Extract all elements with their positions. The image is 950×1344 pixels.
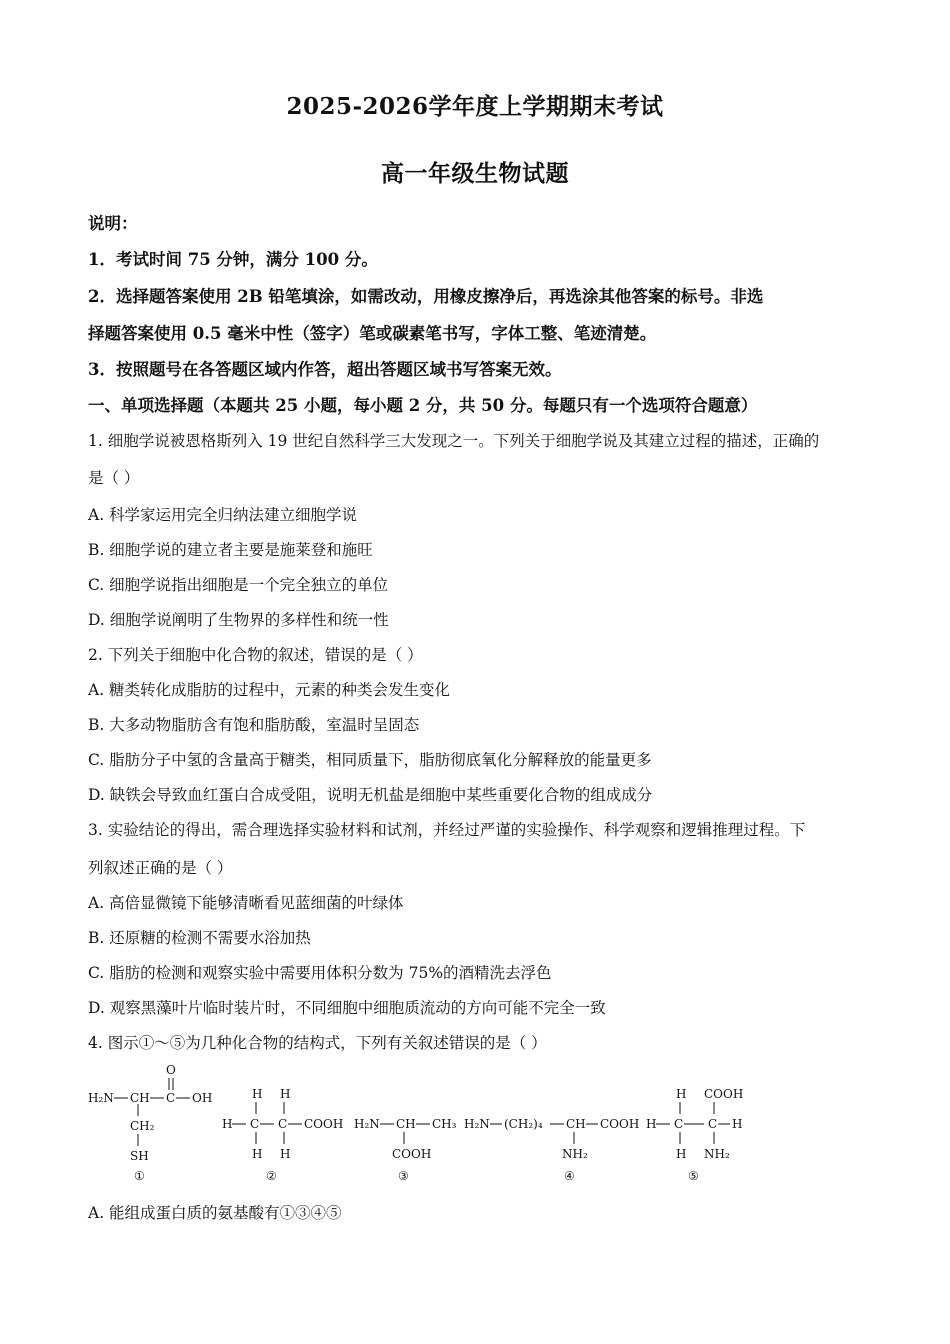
q3-option-c: C. 脂肪的检测和观察实验中需要用体积分数为 75%的酒精洗去浮色	[88, 964, 552, 982]
q1-stem-line-1: 1. 细胞学说被恩格斯列入 19 世纪自然科学三大发现之一。下列关于细胞学说及其建立过程的描述，正确的	[88, 432, 820, 450]
instruction-item-2-line-2: 择题答案使用 0.5 毫米中性（签字）笔或碳素笔书写，字体工整、笔迹清楚。	[88, 324, 657, 343]
q2-option-a: A. 糖类转化成脂肪的过程中，元素的种类会发生变化	[88, 681, 451, 699]
q2-option-b: B. 大多动物脂肪含有饱和脂肪酸，室温时呈固态	[88, 716, 420, 734]
exam-subtitle: 高一年级生物试题	[381, 160, 569, 187]
f3-label: ③	[398, 1169, 409, 1183]
f4-ch2n: (CH₂)₄	[504, 1117, 543, 1131]
f3-ch: CH	[396, 1117, 416, 1131]
f5-c-2: C	[708, 1117, 718, 1131]
structural-formulas-figure	[84, 1062, 764, 1192]
f5-nh2: NH₂	[704, 1147, 730, 1161]
f1-sh: SH	[130, 1149, 149, 1163]
f5-top-h: H	[676, 1087, 687, 1101]
f2-top-h-2: H	[280, 1087, 291, 1101]
f1-o: O	[166, 1063, 176, 1077]
f2-label: ②	[266, 1169, 277, 1183]
formula-2	[222, 1087, 343, 1183]
instructions-heading: 说明：	[88, 214, 138, 233]
f2-bottom-h-1: H	[252, 1147, 263, 1161]
f1-ch: CH	[130, 1091, 150, 1105]
f3-h2n: H₂N	[354, 1117, 380, 1131]
f5-top-cooh: COOH	[704, 1087, 744, 1101]
f2-top-h-1: H	[252, 1087, 263, 1101]
f2-c-1: C	[250, 1117, 260, 1131]
q2-option-c: C. 脂肪分子中氢的含量高于糖类，相同质量下，脂肪彻底氧化分解释放的能量更多	[88, 751, 652, 769]
f5-c-1: C	[674, 1117, 684, 1131]
instruction-item-1: 1．考试时间 75 分钟，满分 100 分。	[88, 250, 378, 269]
q3-option-b: B. 还原糖的检测不需要水浴加热	[88, 929, 311, 947]
f1-h2n: H₂N	[88, 1091, 114, 1105]
f1-c: C	[166, 1091, 176, 1105]
q3-stem-line-2: 列叙述正确的是（ ）	[88, 859, 233, 877]
f4-cooh: COOH	[600, 1117, 640, 1131]
f5-label: ⑤	[688, 1169, 699, 1183]
q3-option-a: A. 高倍显微镜下能够清晰看见蓝细菌的叶绿体	[88, 894, 404, 912]
q4-option-a: A. 能组成蛋白质的氨基酸有①③④⑤	[88, 1204, 342, 1222]
q1-option-c: C. 细胞学说指出细胞是一个完全独立的单位	[88, 576, 389, 594]
f3-ch3: CH₃	[432, 1117, 457, 1131]
exam-title: 2025-2026学年度上学期期末考试	[286, 93, 664, 120]
f4-ch: CH	[566, 1117, 586, 1131]
f2-cooh: COOH	[304, 1117, 344, 1131]
q1-option-a: A. 科学家运用完全归纳法建立细胞学说	[88, 506, 358, 524]
formula-1	[88, 1063, 212, 1183]
q1-option-d: D. 细胞学说阐明了生物界的多样性和统一性	[88, 611, 389, 629]
q1-option-b: B. 细胞学说的建立者主要是施莱登和施旺	[88, 541, 373, 559]
f1-label: ①	[134, 1169, 145, 1183]
f2-bottom-h-2: H	[280, 1147, 291, 1161]
f3-cooh: COOH	[392, 1147, 432, 1161]
q4-stem: 4. 图示①～⑤为几种化合物的结构式，下列有关叙述错误的是（ ）	[88, 1034, 547, 1052]
f4-label: ④	[564, 1169, 575, 1183]
f5-left-h: H	[646, 1117, 657, 1131]
f2-c-2: C	[278, 1117, 288, 1131]
instruction-item-2-line-1: 2．选择题答案使用 2B 铅笔填涂，如需改动，用橡皮擦净后，再选涂其他答案的标号。非选	[88, 287, 764, 306]
section-heading: 一、单项选择题（本题共 25 小题，每小题 2 分，共 50 分。每题只有一个选项符合题意）	[88, 396, 758, 415]
q3-option-d: D. 观察黑藻叶片临时装片时，不同细胞中细胞质流动的方向可能不完全一致	[88, 999, 606, 1017]
formula-5	[646, 1087, 743, 1183]
f1-ch2: CH₂	[130, 1119, 155, 1133]
f2-left-h: H	[222, 1117, 233, 1131]
q2-stem: 2. 下列关于细胞中化合物的叙述，错误的是（ ）	[88, 646, 423, 664]
f4-nh2: NH₂	[562, 1147, 588, 1161]
formula-4	[464, 1117, 639, 1183]
formula-3	[354, 1117, 457, 1183]
f4-h2n: H₂N	[464, 1117, 490, 1131]
q1-stem-line-2: 是（ ）	[88, 469, 140, 487]
f5-bottom-h: H	[676, 1147, 687, 1161]
f1-oh: OH	[192, 1091, 213, 1105]
instruction-item-3: 3．按照题号在各答题区域内作答，超出答题区域书写答案无效。	[88, 360, 562, 379]
q3-stem-line-1: 3. 实验结论的得出，需合理选择实验材料和试剂，并经过严谨的实验操作、科学观察和逻辑推理过程。下	[88, 821, 806, 839]
f5-right-h: H	[732, 1117, 743, 1131]
q2-option-d: D. 缺铁会导致血红蛋白合成受阻，说明无机盐是细胞中某些重要化合物的组成成分	[88, 786, 653, 804]
